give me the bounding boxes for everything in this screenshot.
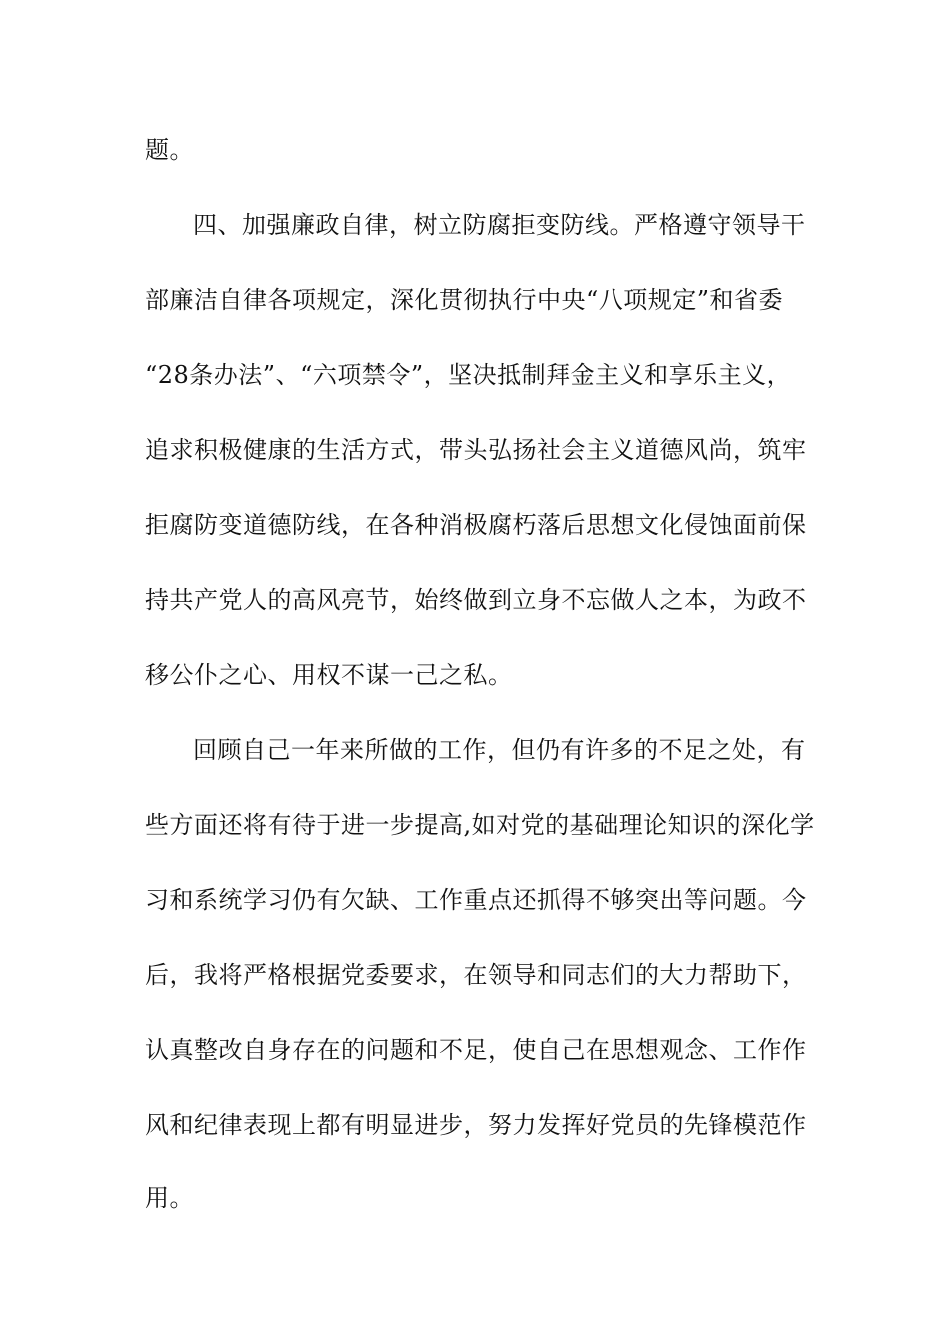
text-line: 些方面还将有待于进一步提高,如对党的基础理论知识的深化学: [145, 811, 815, 839]
text-line: 持共产党人的高风亮节，始终做到立身不忘做人之本，为政不: [145, 586, 807, 614]
text-line: 追求积极健康的生活方式，带头弘扬社会主义道德风尚，筑牢: [145, 436, 807, 464]
paragraph-4-heading-line: 四、加强廉政自律，树立防腐拒变防线。严格遵守领导干: [193, 211, 806, 239]
text-line: 风和纪律表现上都有明显进步，努力发挥好党员的先锋模范作: [145, 1111, 807, 1139]
text-line: “28条办法”、“六项禁令”，坚决抵制拜金主义和享乐主义，: [145, 361, 792, 389]
text-line: 拒腐防变道德防线，在各种消极腐朽落后思想文化侵蚀面前保: [145, 511, 807, 539]
text-line: 认真整改自身存在的问题和不足，使自己在思想观念、工作作: [145, 1036, 807, 1064]
text-line: 部廉洁自律各项规定，深化贯彻执行中央“八项规定”和省委: [145, 286, 784, 314]
text-line: 题。: [145, 136, 194, 164]
text-line: 移公仆之心、用权不谋一己之私。: [145, 661, 513, 689]
paragraph-review-first-line: 回顾自己一年来所做的工作，但仍有许多的不足之处，有: [193, 736, 806, 764]
text-line: 习和系统学习仍有欠缺、工作重点还抓得不够突出等问题。今: [145, 886, 807, 914]
text-line: 用。: [145, 1184, 194, 1212]
text-line: 后，我将严格根据党委要求，在领导和同志们的大力帮助下，: [145, 961, 807, 989]
